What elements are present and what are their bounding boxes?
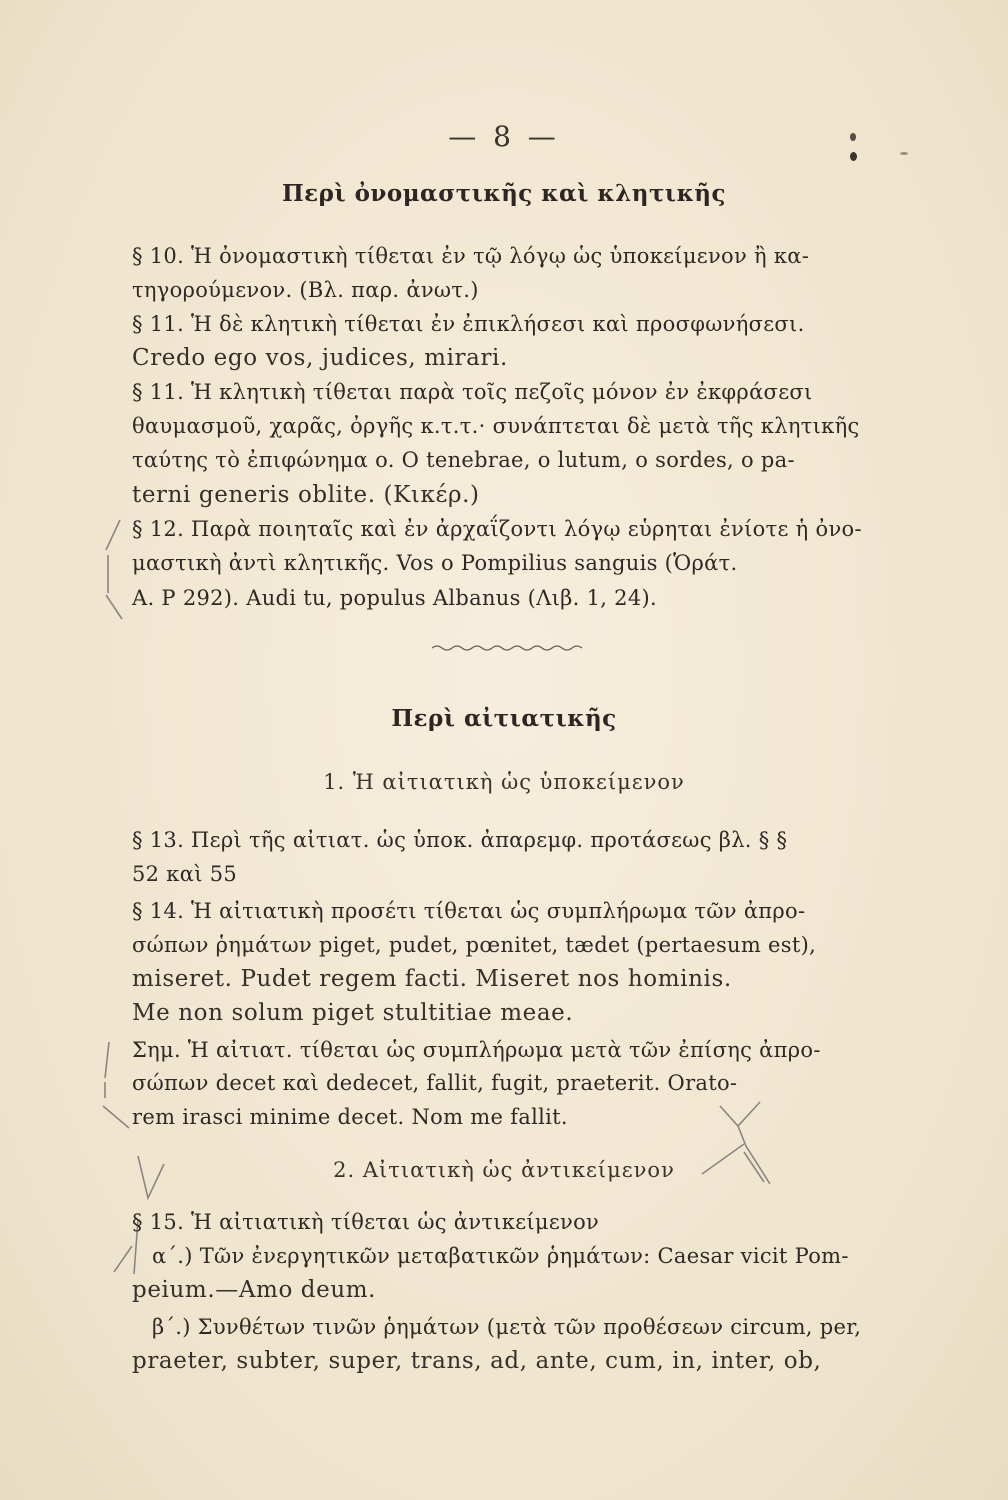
ink-speck [850, 152, 857, 161]
text-line: τηγορούμενον. (Βλ. παρ. ἀνωτ.) [132, 278, 479, 302]
text-line: § 13. Περὶ τῆς αἰτιατ. ὡς ὑποκ. ἀπαρεμφ. προτάσεως βλ. § § [132, 828, 788, 852]
text-line: miseret. Pudet regem facti. Miseret nos hominis. [132, 966, 732, 992]
text-line: § 11. Ἡ κλητικὴ τίθεται παρὰ τοῖς πεζοῖς μόνον ἐν ἐκφράσεσι [132, 380, 813, 404]
text-line: θαυμασμοῦ, χαρᾶς, ὀργῆς κ.τ.τ.· συνάπτεται δὲ μετὰ τῆς κλητικῆς [132, 414, 860, 438]
section-heading-accusative: Περὶ αἰτιατικῆς [391, 705, 617, 732]
text-line: Σημ. Ἡ αἰτιατ. τίθεται ὡς συμπλήρωμα μετὰ τῶν ἐπίσης ἀπρο- [132, 1038, 821, 1062]
page-number: — 8 — [448, 120, 560, 153]
text-line: § 15. Ἡ αἰτιατικὴ τίθεται ὡς ἀντικείμενον [132, 1210, 600, 1234]
text-line: Me non solum piget stultitiae meae. [132, 1000, 574, 1026]
pencil-bracket-mark [98, 515, 128, 625]
section-heading-nominative-vocative: Περὶ ὀνομαστικῆς καὶ κλητικῆς [281, 180, 727, 207]
subheading-accusative-subject: 1. Ἡ αἰτιατικὴ ὡς ὑποκείμενον [323, 770, 685, 794]
text-line: Credo ego vos, judices, mirari. [132, 345, 508, 371]
text-line: ταύτης τὸ ἐπιφώνημα o. O tenebrae, o lutum, o sordes, o pa- [132, 448, 795, 472]
text-line: rem irasci minime decet. Nom me fallit. [132, 1105, 568, 1129]
text-line: μαστικὴ ἀντὶ κλητικῆς. Vos o Pompilius sanguis (Ὁράτ. [132, 551, 738, 575]
text-line: 52 καὶ 55 [132, 862, 238, 886]
text-line: § 14. Ἡ αἰτιατικὴ προσέτι τίθεται ὡς συμπλήρωμα τῶν ἀπρο- [132, 899, 806, 923]
text-line: σώπων decet καὶ dedecet, fallit, fugit, praeterit. Orato- [132, 1071, 738, 1095]
text-line: β΄.) Συνθέτων τινῶν ῥημάτων (μετὰ τῶν προθέσεων circum, per, [152, 1315, 862, 1339]
text-line: terni generis oblite. (Κικέρ.) [132, 482, 480, 508]
pencil-slash-mark [740, 1148, 770, 1188]
text-line: § 10. Ἡ ὀνομαστικὴ τίθεται ἐν τῷ λόγῳ ὡς ὑποκείμενον ἢ κα- [132, 244, 810, 268]
text-line: α΄.) Τῶν ἐνεργητικῶν μεταβατικῶν ῥημάτων: Caesar vicit Pom- [152, 1244, 849, 1268]
text-line: § 11. Ἡ δὲ κλητικὴ τίθεται ἐν ἐπικλήσεσι καὶ προσφωνήσεσι. [132, 312, 805, 336]
wavy-divider [432, 643, 582, 653]
text-line: § 12. Παρὰ ποιηταῖς καὶ ἐν ἀρχαΐζοντι λόγῳ εὑρηται ἐνίοτε ἡ ὀνο- [132, 517, 862, 541]
pencil-bracket-mark [95, 1040, 135, 1130]
text-line: A. P 292). Audi tu, populus Albanus (Λιβ. 1, 24). [132, 586, 657, 610]
text-line: σώπων ῥημάτων piget, pudet, pœnitet, tædet (pertaesum est), [132, 933, 817, 957]
subheading-accusative-object: 2. Αἰτιατικὴ ὡς ἀντικείμενον [333, 1158, 675, 1182]
text-line: praeter, subter, super, trans, ad, ante, cum, in, inter, ob, [132, 1348, 822, 1374]
text-line: peium.—Amo deum. [132, 1277, 377, 1303]
